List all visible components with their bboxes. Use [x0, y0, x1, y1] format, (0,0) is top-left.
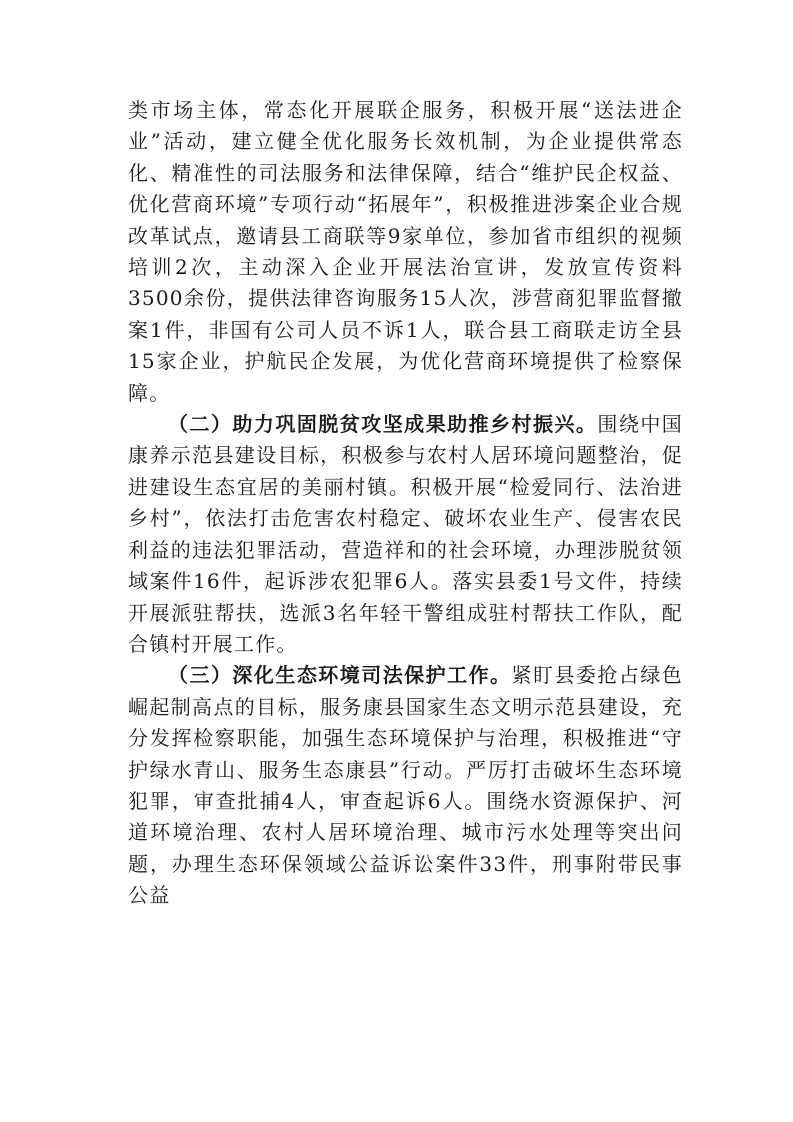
paragraph-2-text: 围绕中国康养示范县建设目标，积极参与农村人居环境问题整治，促进建设生态宜居的美丽村镇。积极开展“检爱同行、法治进乡村”，依法打击危害农村稳定、破坏农业生产、侵害农民利益的违法犯罪活动，营造祥和的社会环境，办理涉脱贫领域案件16件，起诉涉农犯罪6人。落实县委1号文件，持续开展派驻帮扶，选派3名年轻干警组成驻村帮扶工作队，配合镇村开展工作。 — [128, 412, 683, 656]
paragraph-3 — [128, 660, 683, 911]
paragraph-3-text: 紧盯县委抢占绿色崛起制高点的目标，服务康县国家生态文明示范县建设，充分发挥检察职能，加强生态环境保护与治理，积极推进“守护绿水青山、服务生态康县”行动。严厉打击破坏生态环境犯罪，审查批捕4人，审查起诉6人。围绕水资源保护、河道环境治理、农村人居环境治理、城市污水处理等突出问题，办理生态环保领域公益诉讼案件33件，刑事附带民事公益 — [128, 663, 683, 908]
section-heading-3: （三）深化生态环境司法保护工作。 — [168, 663, 512, 688]
paragraph-2 — [128, 409, 683, 660]
section-heading-2: （二）助力巩固脱贫攻坚成果助推乡村振兴。 — [168, 412, 598, 437]
paragraph-1 — [128, 95, 683, 409]
paragraph-1-text: 类市场主体，常态化开展联企服务，积极开展“送法进企业”活动，建立健全优化服务长效机制，为企业提供常态化、精准性的司法服务和法律保障，结合“维护民企权益、优化营商环境”专项行动“拓展年”，积极推进涉案企业合规改革试点，邀请县工商联等9家单位，参加省市组织的视频培训2次，主动深入企业开展法治宣讲，发放宣传资料3500余份，提供法律咨询服务15人次，涉营商犯罪监督撤案1件，非国有公司人员不诉1人，联合县工商联走访全县15家企业，护航民企发展，为优化营商环境提供了检察保障。 — [128, 98, 683, 405]
body-text — [128, 95, 683, 912]
